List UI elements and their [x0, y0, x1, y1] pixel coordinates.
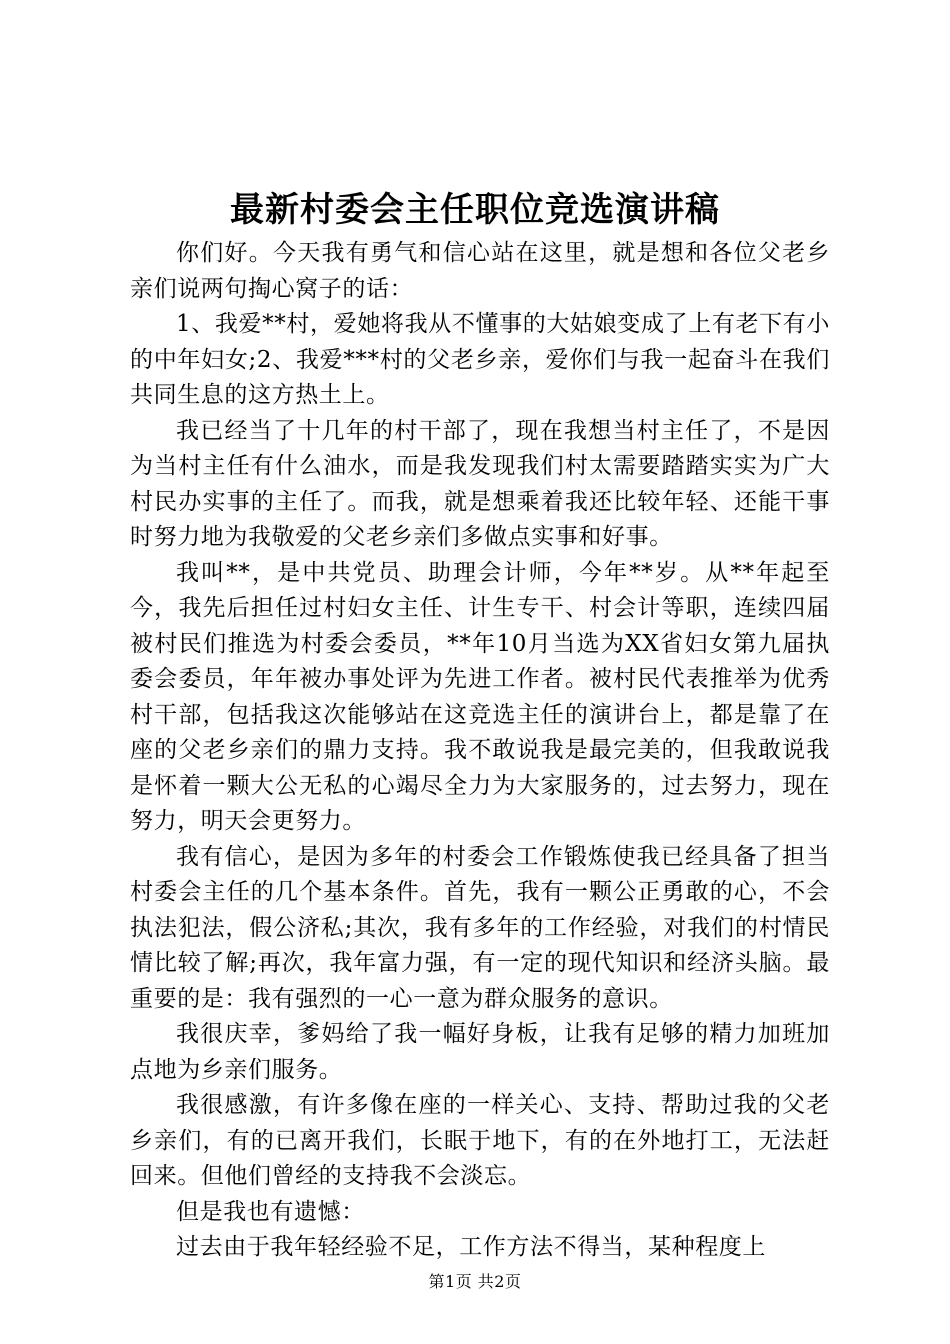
paragraph-greeting: 你们好。今天我有勇气和信心站在这里，就是想和各位父老乡亲们说两句掏心窝子的话：: [130, 240, 830, 302]
paragraph-motivation: 我已经当了十几年的村干部了，现在我想当村主任了，不是因为当村主任有什么油水，而是我发现我们村太需要踏踏实实为广大村民办实事的主任了。而我，就是想乘着我还比较年轻、还能干事时努力地为我敬爱的父老乡亲们多做点实事和好事。: [130, 417, 830, 550]
document-body: [130, 236, 830, 1266]
paragraph-regret: 过去由于我年轻经验不足，工作方法不得当，某种程度上: [176, 1234, 766, 1260]
paragraph-gratitude: 我很感激，有许多像在座的一样关心、支持、帮助过我的父老乡亲们，有的已离开我们，长眠于地下，有的在外地打工，无法赶回来。但他们曾经的支持我不会淡忘。: [130, 1092, 830, 1189]
paragraph-regret-intro: 但是我也有遗憾：: [176, 1198, 365, 1225]
document-title: 最新村委会主任职位竞选演讲稿: [230, 190, 720, 230]
page-number-footer: 第1页 共2页: [428, 1272, 522, 1291]
paragraph-background: 我叫**，是中共党员、助理会计师，今年**岁。从**年起至今，我先后担任过村妇女主任、计生专干、村会计等职，连续四届被村民们推选为村委会委员，**年10月当选为XX省妇女第九届执委会委员，年年被办事处评为先进工作者。被村民代表推举为优秀村干部，包括我这次能够站在这竞选主任的演讲台上，都是靠了在座的父老乡亲们的鼎力支持。我不敢说我是最完美的，但我敢说我是怀着一颗大公无私的心竭尽全力为大家服务的，过去努力，现在努力，明天会更努力。: [130, 559, 830, 834]
paragraph-fortunate: 我很庆幸，爹妈给了我一幅好身板，让我有足够的精力加班加点地为乡亲们服务。: [130, 1021, 830, 1083]
paragraph-love: 1、我爱**村，爱她将我从不懂事的大姑娘变成了上有老下有小的中年妇女;2、我爱***村的父老乡亲，爱你们与我一起奋斗在我们共同生息的这方热土上。: [130, 311, 830, 408]
paragraph-confidence: 我有信心，是因为多年的村委会工作锻炼使我已经具备了担当村委会主任的几个基本条件。首先，我有一颗公正勇敢的心，不会执法犯法，假公济私;其次，我有多年的工作经验，对我们的村情民情比较了解;再次，我年富力强，有一定的现代知识和经济头脑。最重要的是：我有强烈的一心一意为群众服务的意识。: [130, 843, 830, 1012]
